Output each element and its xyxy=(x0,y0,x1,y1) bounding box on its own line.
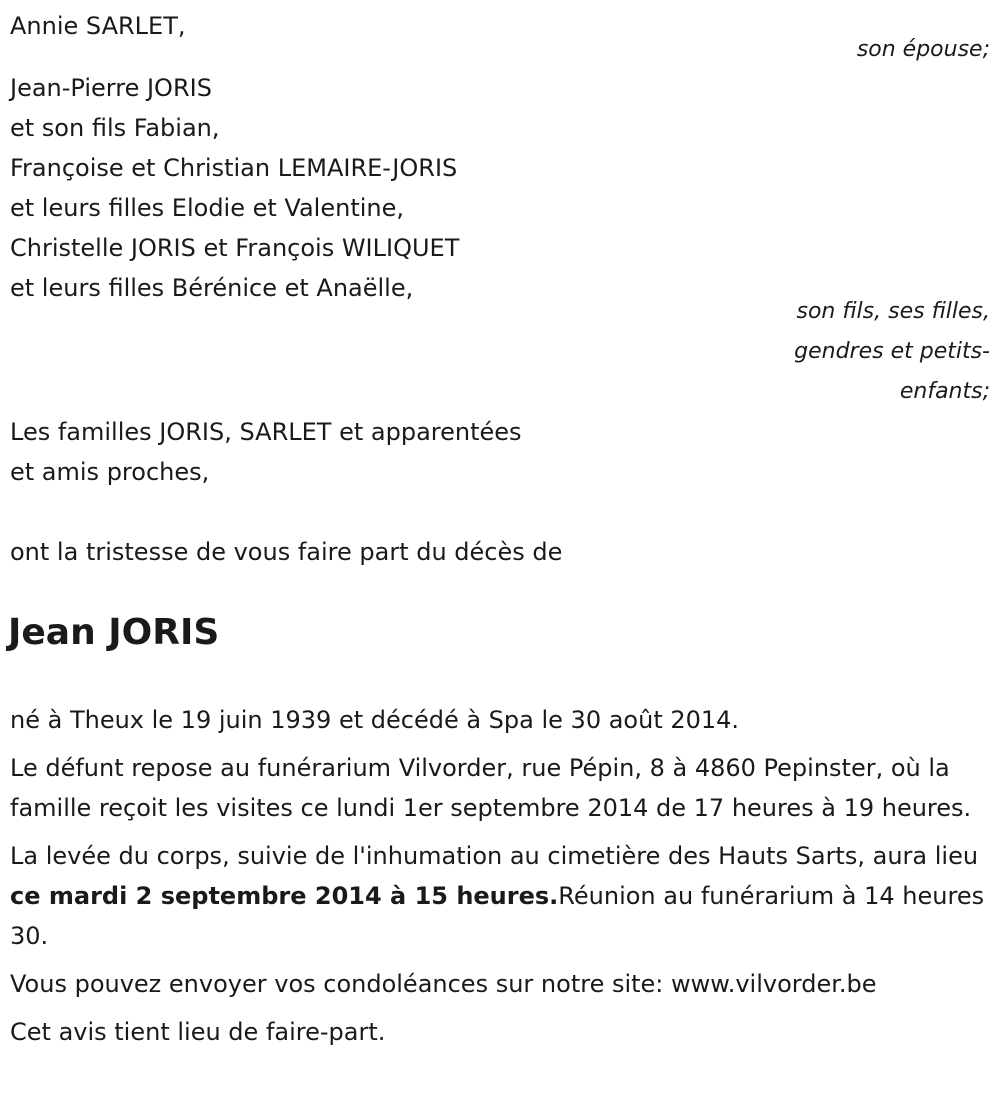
levee-text-bold: ce mardi 2 septembre 2014 à 15 heures. xyxy=(10,882,559,910)
children-role xyxy=(590,292,990,412)
levee-text-before: La levée du corps, suivie de l'inhumation au cimetière des Hauts Sarts, aura lieu xyxy=(10,842,979,870)
children-line: et leurs filles Elodie et Valentine, xyxy=(10,194,405,222)
children-line: Christelle JORIS et François WILIQUET xyxy=(10,234,460,262)
children-list xyxy=(10,68,459,308)
children-line: Françoise et Christian LEMAIRE-JORIS xyxy=(10,154,458,182)
levee-text-after: Réunion au funérarium à 14 heures 30. xyxy=(10,882,985,950)
spouse-role: son épouse; xyxy=(856,37,990,62)
condoleances-text: Vous pouvez envoyer vos condoléances sur notre site: www.vilvorder.be xyxy=(10,970,877,998)
details-section xyxy=(10,700,990,1052)
children-line: et leurs filles Bérénice et Anaëlle, xyxy=(10,274,414,302)
levee-text xyxy=(10,836,990,956)
children-role-line: gendres et petits- xyxy=(794,339,990,364)
announcement-text: ont la tristesse de vous faire part du décès de xyxy=(10,538,563,566)
deceased-name: Jean JORIS xyxy=(8,612,220,653)
children-line: Jean-Pierre JORIS xyxy=(10,74,212,102)
repose-text: Le défunt repose au funérarium Vilvorder, rue Pépin, 8 à 4860 Pepinster, où la famille reçoit les visites ce lundi 1er septembre 2014 de 17 heures à 19 heures. xyxy=(10,754,972,822)
family-line: Les familles JORIS, SARLET et apparentées xyxy=(10,418,522,446)
closing-text: Cet avis tient lieu de faire-part. xyxy=(10,1018,386,1046)
children-role-line: son fils, ses filles, xyxy=(796,299,990,324)
family-line: et amis proches, xyxy=(10,458,210,486)
children-line: et son fils Fabian, xyxy=(10,114,220,142)
children-role-line: enfants; xyxy=(899,379,990,404)
birth-death-text: né à Theux le 19 juin 1939 et décédé à Spa le 30 août 2014. xyxy=(10,706,740,734)
spouse-name: Annie SARLET, xyxy=(10,12,186,40)
family-list xyxy=(10,412,522,492)
